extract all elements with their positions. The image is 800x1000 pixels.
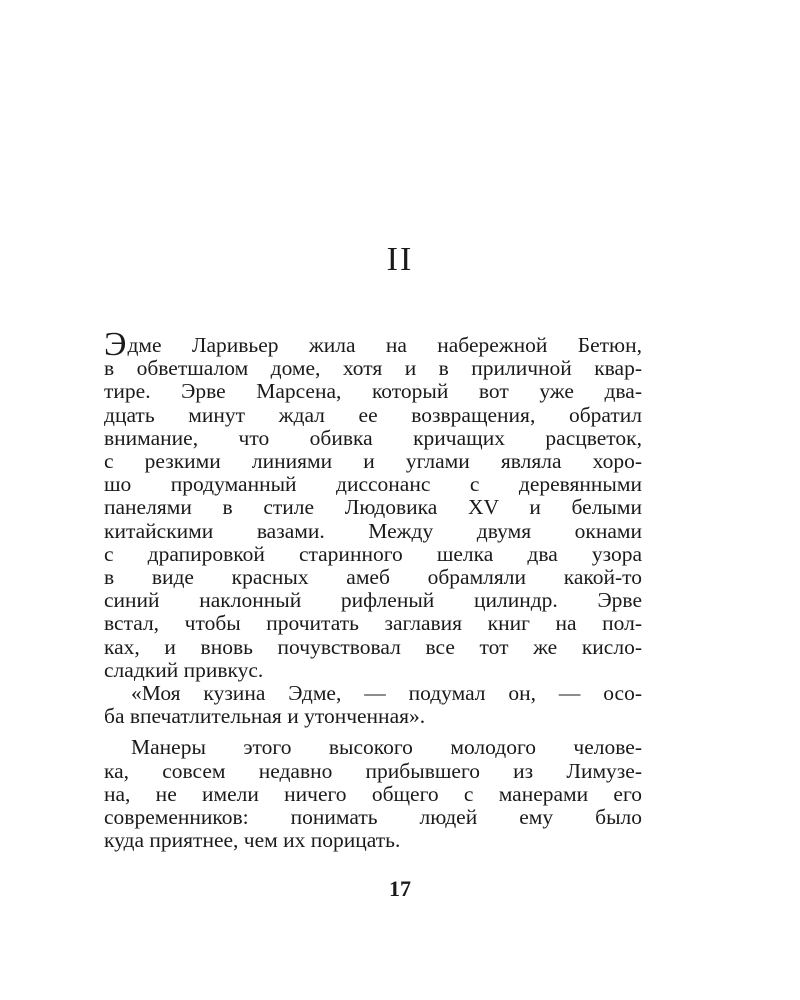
body-text [104, 326, 642, 853]
text-line: в виде красных амеб обрамляли какой-то [104, 565, 642, 590]
text-line: тире. Эрве Марсена, который вот уже два- [104, 379, 642, 404]
text-line: Эдме Ларивьер жила на набережной Бетюн, [104, 326, 642, 363]
text-line: шо продуманный диссонанс с деревянными [104, 472, 642, 497]
text-line: китайскими вазами. Между двумя окнами [104, 518, 642, 543]
text-line: ба впечатлительная и утонченная». [104, 704, 426, 729]
text-line: синий наклонный рифленый цилиндр. Эрве [104, 588, 642, 613]
text-line: «Моя кузина Эдме, — подумал он, — осо- [131, 681, 642, 706]
text-line: ка, совсем недавно прибывшего из Лимузе- [104, 758, 642, 783]
text-line: ках, и вновь почувствовал все тот же кисло- [104, 634, 642, 659]
text-line: дцать минут ждал ее возвращения, обратил [104, 402, 642, 427]
text-line: Манеры этого высокого молодого челове- [131, 735, 642, 760]
text-line: внимание, что обивка кричащих расцветок, [104, 425, 642, 450]
text-line: встал, чтобы прочитать заглавия книг на пол- [104, 611, 642, 636]
drop-cap: Э [104, 326, 127, 363]
text-line: с резкими линиями и углами являла хоро- [104, 449, 642, 474]
text-line: сладкий привкус. [104, 657, 264, 682]
text-line: куда приятнее, чем их порицать. [104, 828, 401, 853]
text-line: на, не имели ничего общего с манерами его [104, 781, 642, 806]
chapter-heading: II [386, 241, 414, 278]
text-line: панелями в стиле Людовика XV и белыми [104, 495, 642, 520]
text-line: современников: понимать людей ему было [104, 805, 642, 830]
text-line: с драпировкой старинного шелка два узора [104, 541, 642, 566]
text-line: в обветшалом доме, хотя и в приличной квар- [104, 356, 642, 381]
page-number: 17 [389, 876, 411, 901]
